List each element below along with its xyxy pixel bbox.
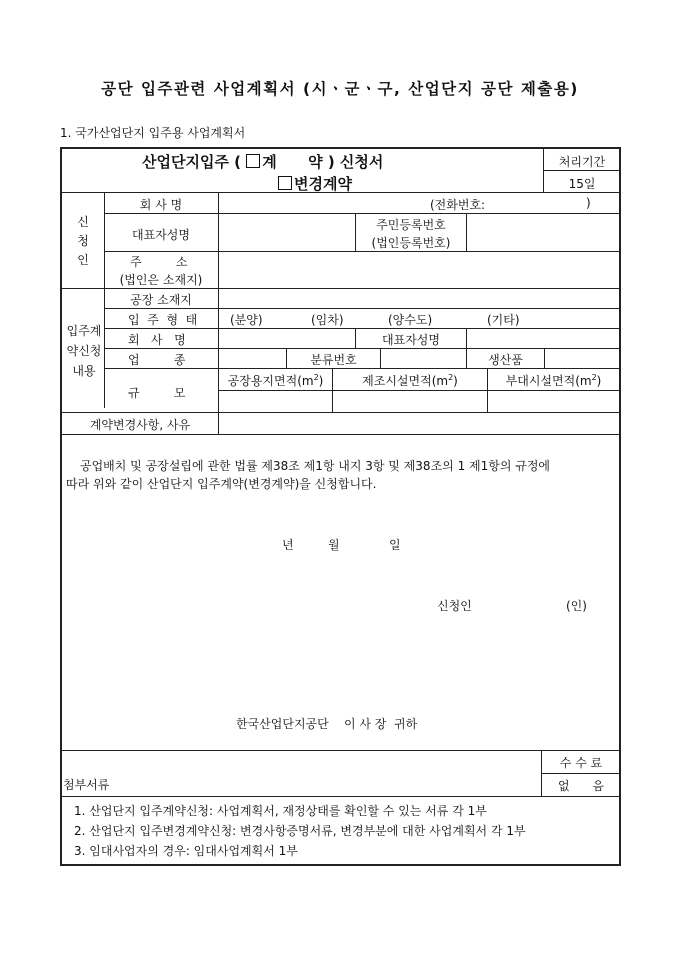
attachment-item-1: 1. 산업단지 입주계약신청: 사업계획서, 재정상태를 확인할 수 있는 서류 각 1부: [74, 804, 487, 818]
phone-close: ): [586, 196, 591, 210]
resident-number-input[interactable]: [467, 214, 619, 250]
rep-name-input[interactable]: [219, 214, 354, 250]
industry-label: 업 종: [128, 353, 186, 367]
mfg-area-input[interactable]: [333, 391, 486, 411]
contract-option-label: 계 약: [262, 153, 323, 171]
attachment-item-3: 3. 임대사업자의 경우: 임대사업계획서 1부: [74, 844, 298, 858]
date-year-label: 년: [282, 538, 294, 552]
type-option-lease[interactable]: (임차): [311, 313, 344, 327]
applicant-group-label: 신 청 인: [77, 215, 89, 267]
industry-input[interactable]: [219, 349, 285, 367]
seal-label: (인): [566, 599, 587, 613]
statement-line-2: 따라 위와 같이 산업단지 입주계약(변경계약)을 신청합니다.: [66, 477, 377, 491]
site-area-input[interactable]: [219, 391, 331, 411]
contract-company-name-label: 회 사 명: [128, 333, 186, 347]
section-label: 1. 국가산업단지 입주용 사업계획서: [60, 126, 246, 140]
mfg-area-sup: 2: [448, 373, 454, 382]
change-reason-label: 계약변경사항, 사유: [89, 418, 191, 432]
attachment-item-2: 2. 산업단지 입주변경계약신청: 변경사항증명서류, 변경부분에 대한 사업계획서 각 1부: [74, 824, 526, 838]
form-heading-line2: [278, 173, 352, 194]
class-number-label: 분류번호: [310, 353, 357, 367]
resident-number-label: 주민등록번호: [376, 218, 446, 232]
processing-period-value: 15일: [568, 177, 596, 191]
company-name-label: 회 사 명: [139, 198, 183, 212]
attachments-label: 첨부서류: [63, 778, 110, 792]
form-heading-line1: [142, 151, 383, 172]
type-option-transfer[interactable]: (양수도): [388, 313, 433, 327]
contract-group-label: 입주계 약신청 내용: [66, 324, 102, 378]
change-contract-option-label: 변경계약: [294, 175, 352, 193]
fee-label: 수 수 료: [559, 756, 603, 770]
product-input[interactable]: [545, 349, 619, 367]
type-option-sale[interactable]: (분양): [230, 313, 263, 327]
change-contract-checkbox[interactable]: [278, 176, 292, 190]
factory-location-label: 공장 소재지: [130, 293, 192, 307]
address-sub-label: (법인은 소재지): [119, 273, 203, 287]
site-area-text: 공장용지면적(m: [227, 374, 314, 388]
site-area-sup: 2: [313, 373, 319, 382]
mfg-area-label: [333, 372, 487, 389]
factory-location-input[interactable]: [219, 289, 619, 307]
aux-area-sup: 2: [591, 373, 597, 382]
product-label: 생산품: [488, 353, 523, 367]
contract-company-name-input[interactable]: [219, 329, 354, 347]
site-area-label: [219, 372, 332, 389]
corp-number-label: (법인등록번호): [371, 236, 451, 250]
contract-checkbox[interactable]: [246, 154, 260, 168]
scale-label: 규 모: [128, 386, 186, 400]
change-reason-input[interactable]: [219, 413, 619, 433]
document-title: 공단 입주관련 사업계획서 (시ㆍ군ㆍ구, 산업단지 공단 제출용): [101, 80, 579, 98]
contract-rep-name-input[interactable]: [467, 329, 619, 347]
date-day-label: 일: [389, 538, 401, 552]
form-heading-suffix: ) 신청서: [327, 153, 384, 171]
statement-line-1: 공업배치 및 공장설립에 관한 법률 제38조 제1항 내지 3항 및 제38조의 1 제1항의 규정에: [80, 459, 551, 473]
form-heading-prefix: 산업단지입주 (: [142, 153, 242, 171]
aux-area-text: 부대시설면적(m: [505, 374, 592, 388]
addressee-label: 한국산업단지공단 이 사 장 귀하: [236, 717, 418, 731]
type-option-other[interactable]: (기타): [487, 313, 520, 327]
occupancy-type-label: 입 주 형 태: [128, 313, 198, 327]
mfg-area-close: ): [453, 374, 458, 388]
date-month-label: 월: [328, 538, 340, 552]
aux-area-input[interactable]: [488, 391, 619, 411]
phone-label: (전화번호:: [430, 198, 486, 212]
contract-rep-name-label: 대표자성명: [382, 333, 440, 347]
company-name-input[interactable]: [219, 193, 429, 212]
fee-value: 없 음: [557, 779, 605, 793]
address-label: 주 소: [130, 255, 188, 269]
aux-area-close: ): [596, 374, 602, 388]
processing-period-label: 처리기간: [558, 155, 606, 169]
rep-name-label: 대표자성명: [132, 228, 190, 242]
applicant-sign-label: 신청인: [437, 599, 472, 613]
class-number-input[interactable]: [381, 349, 465, 367]
mfg-area-text: 제조시설면적(m: [362, 374, 449, 388]
aux-area-label: [488, 372, 619, 389]
address-input[interactable]: [219, 252, 619, 287]
site-area-close: ): [318, 374, 324, 388]
